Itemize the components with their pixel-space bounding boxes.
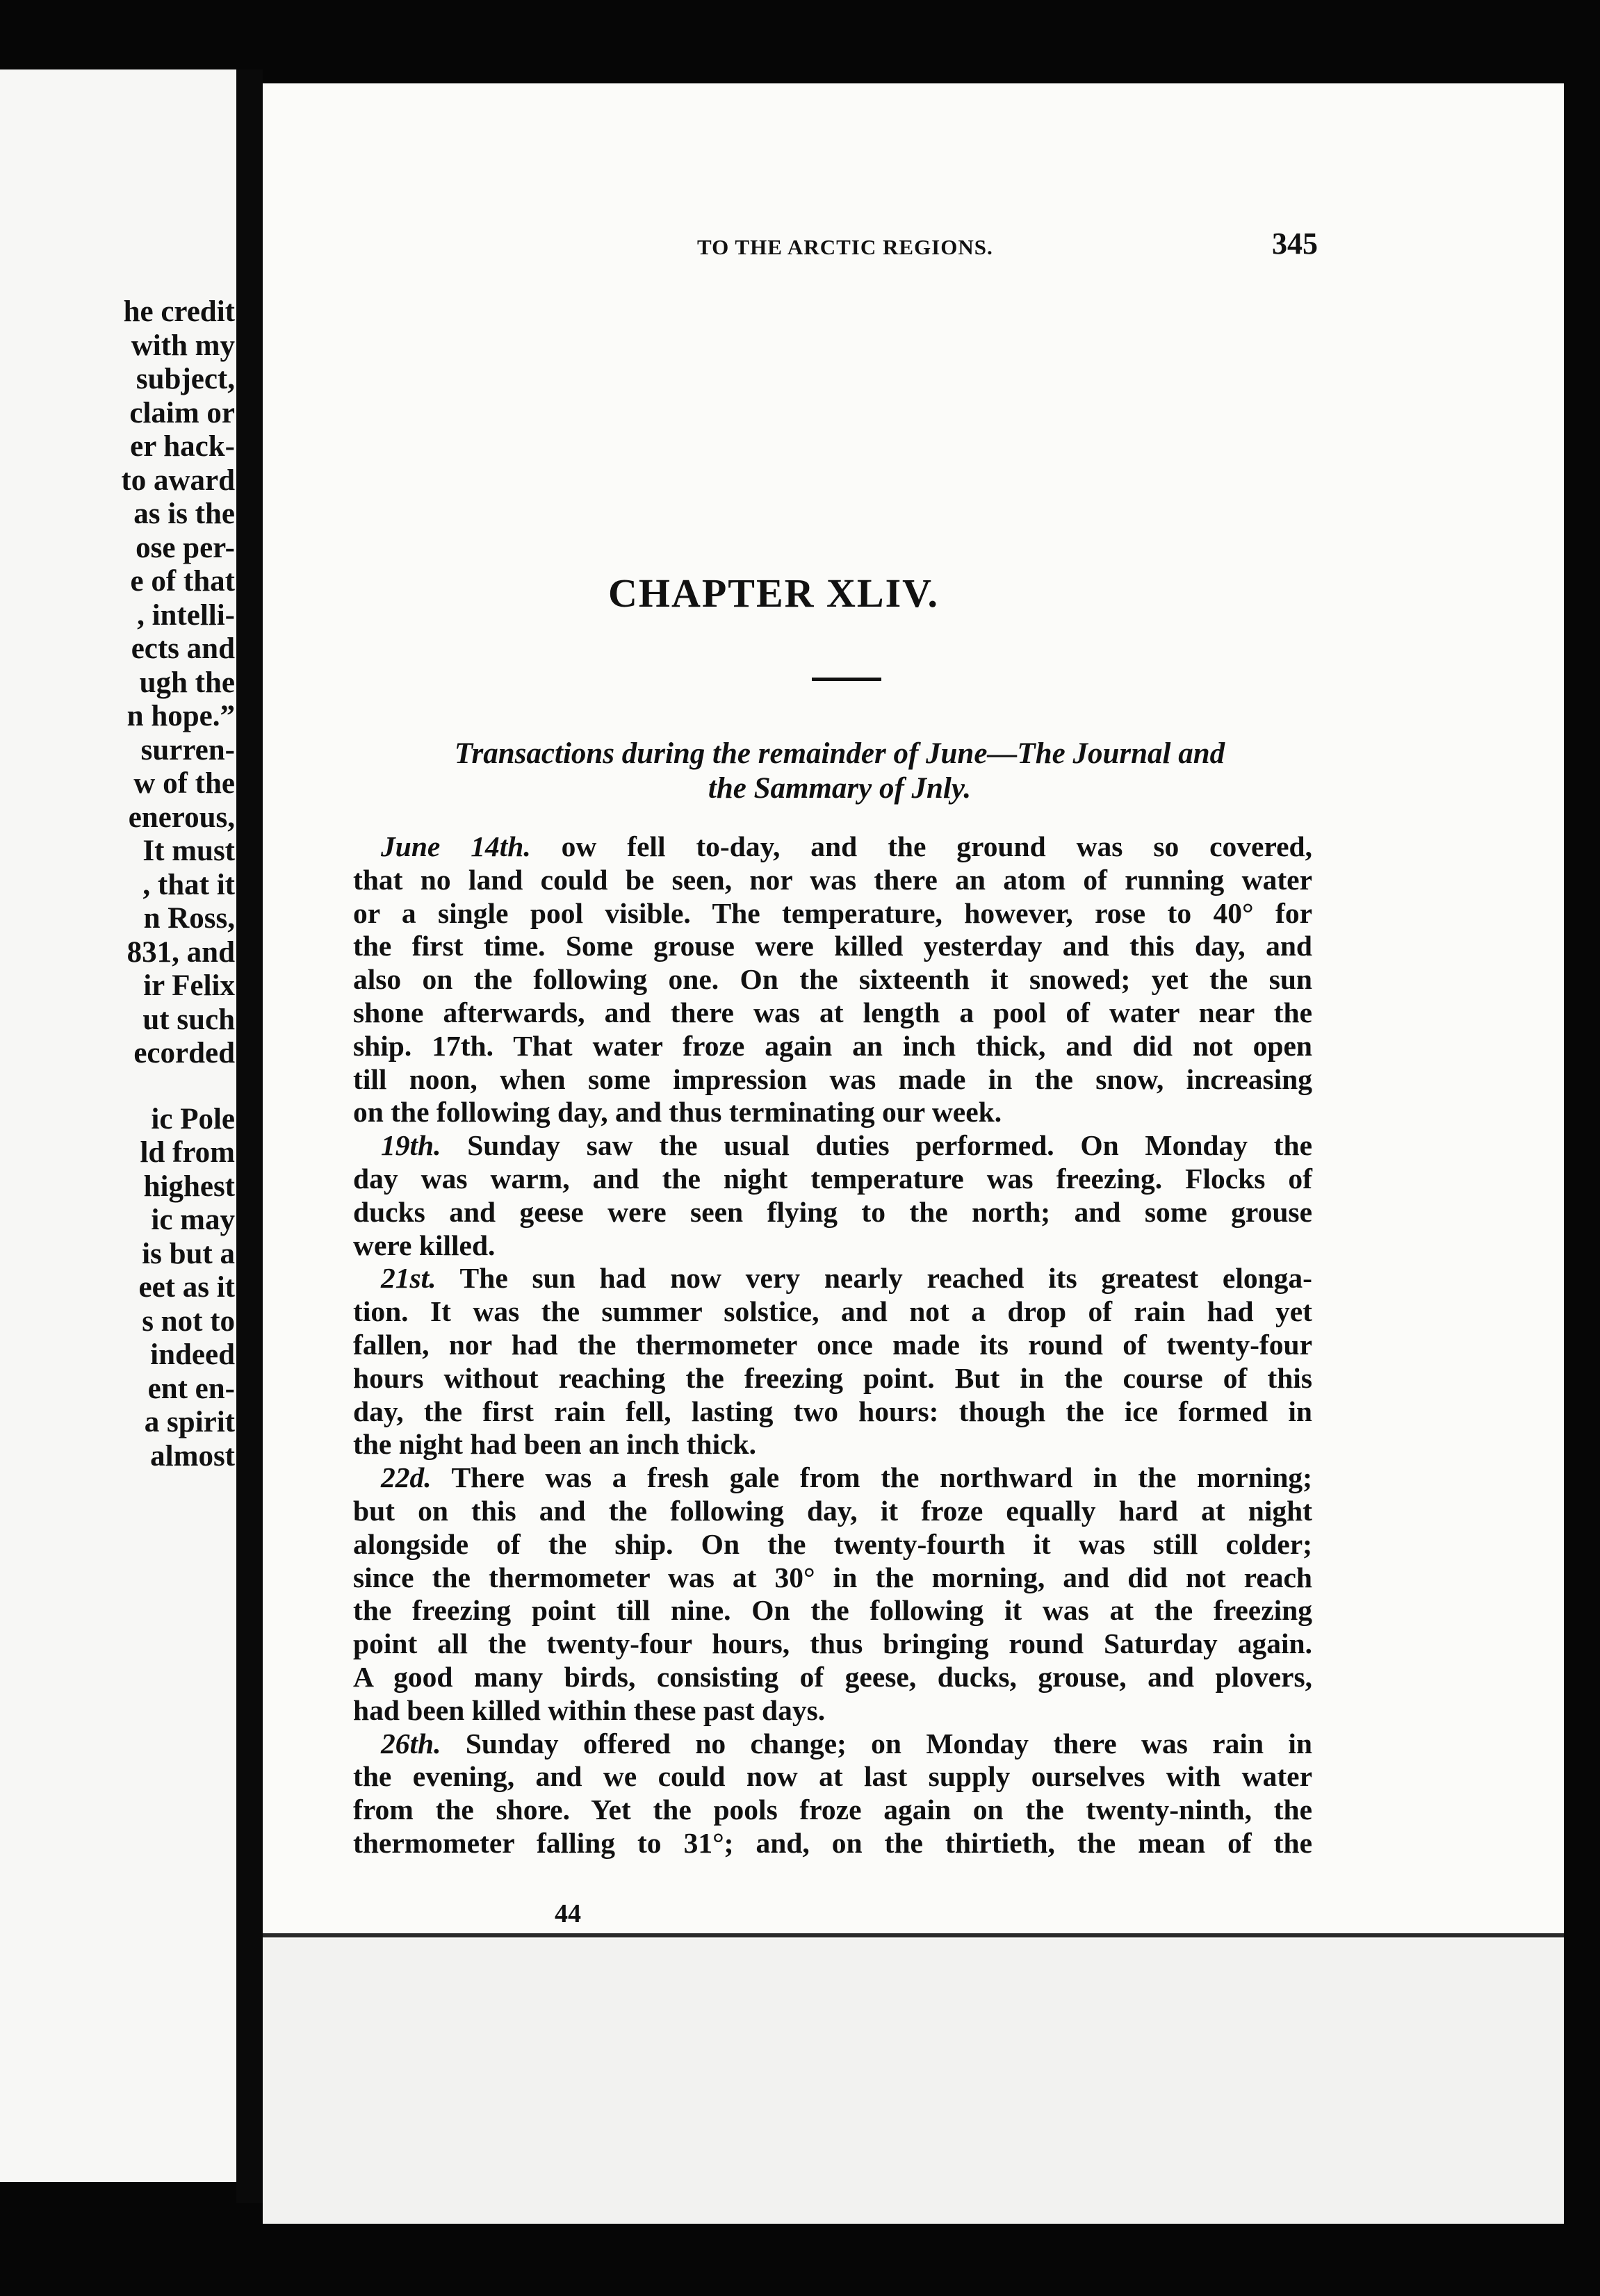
text-line: the freezing point till nine. On the following it was at the freezing [353,1594,1312,1627]
left-line: highest [143,1170,235,1203]
signature-mark: 44 [555,1899,581,1928]
left-line: ecorded [133,1037,235,1069]
text-line: or a single pool visible. The temperature, however, rose to 40° for [353,896,1312,929]
chapter-title: CHAPTER XLIV. [607,571,940,616]
body-text [353,830,1312,1860]
left-line: , intelli- [137,598,235,632]
text-line: day, the first rain fell, lasting two hours: though the ice formed in [353,1395,1312,1427]
left-line: eet as it [138,1271,235,1304]
text-line: alongside of the ship. On the twenty-fourth it was still colder; [353,1527,1312,1560]
book-gutter [236,69,263,2203]
entry-date: 26th. [381,1727,441,1760]
text-line: till noon, when some impression was made in the snow, increasing [353,1063,1312,1095]
text-line: 22d. There was a fresh gale from the northward in the morning; [381,1461,1312,1494]
text-line: also on the following one. On the sixteenth it snowed; yet the sun [353,963,1312,996]
text-line: ducks and geese were seen flying to the north; and some grouse [353,1195,1312,1228]
left-line: 831, and [126,935,235,969]
left-line: , that it [142,868,235,901]
left-line: almost [150,1439,235,1473]
text-line: on the following day, and thus terminating our week. [353,1096,1002,1129]
left-line: e of that [130,565,235,598]
left-line: It must [142,835,235,867]
left-line: ut such [142,1003,235,1036]
left-line: to award [121,464,235,497]
left-line: n Ross, [143,902,235,935]
text-line: tion. It was the summer solstice, and not a drop of rain had yet [353,1295,1312,1328]
left-line: er hack- [130,430,235,463]
title-rule [812,678,881,681]
entry-date: 21st. [381,1262,436,1295]
text-line: had been killed within these past days. [353,1694,826,1726]
text-line: that no land could be seen, nor was there an atom of running water [353,863,1312,896]
left-line: surren- [140,733,235,766]
left-line: n hope.” [126,700,235,732]
page-edge-line [263,1933,1564,1937]
summary-line: the Sammary of Jnly. [708,772,972,805]
left-line: with my [131,329,235,362]
left-page-fragment [0,69,243,2182]
summary-line: Transactions during the remainder of June—The Journal and [454,737,1225,770]
left-paragraph-gap [121,1071,235,1103]
entry-date: June 14th. [381,830,531,862]
left-line: ir Felix [143,969,235,1002]
text-line: the evening, and we could now at last supply ourselves with water [353,1760,1312,1793]
text-line: June 14th. ow fell to-day, and the ground was so covered, [381,830,1312,862]
text-line: point all the twenty-four hours, thus bringing round Saturday again. [353,1627,1312,1660]
text-line: fallen, nor had the thermometer once made its round of twenty-four [353,1328,1312,1361]
left-line: indeed [150,1338,235,1371]
text-line: the first time. Some grouse were killed yesterday and this day, and [353,930,1312,962]
left-line: w of the [133,767,235,800]
text-line: were killed. [353,1229,496,1261]
left-line: ects and [131,632,235,665]
left-line: ent en- [147,1372,235,1405]
left-line: ic Pole [151,1102,235,1135]
page-number: 345 [1272,227,1318,261]
left-line: as is the [133,498,235,530]
left-line: ugh the [139,666,235,699]
entry-date: 19th. [381,1129,441,1162]
text-line: shone afterwards, and there was at length a pool of water near the [353,996,1312,1028]
left-line: s not to [142,1304,235,1338]
text-line: thermometer falling to 31°; and, on the thirtieth, the mean of the [353,1826,1312,1859]
text-line: day was warm, and the night temperature was freezing. Flocks of [353,1162,1312,1195]
text-line: 21st. The sun had now very nearly reached its greatest elonga- [381,1262,1312,1295]
left-line: subject, [136,363,235,395]
text-line: but on this and the following day, it froze equally hard at night [353,1494,1312,1527]
left-line: ic may [151,1204,235,1236]
running-head: TO THE ARCTIC REGIONS. [697,235,993,259]
text-line: ship. 17th. That water froze again an inch thick, and did not open [353,1029,1312,1062]
left-line: enerous, [128,801,235,834]
text-line: the night had been an inch thick. [353,1428,756,1461]
left-page-text [121,295,235,1473]
left-line: a spirit [144,1406,235,1438]
left-line: he credit [123,295,235,328]
text-line: since the thermometer was at 30° in the morning, and did not reach [353,1561,1312,1593]
text-line: from the shore. Yet the pools froze again on the twenty-ninth, the [353,1794,1312,1826]
text-line: 19th. Sunday saw the usual duties performed. On Monday the [381,1129,1312,1162]
left-line: is but a [142,1237,235,1270]
left-line: claim or [129,396,235,429]
text-line: A good many birds, consisting of geese, ducks, grouse, and plovers, [353,1660,1312,1693]
lower-page-margin [263,1939,1564,2224]
entry-date: 22d. [381,1461,432,1494]
left-line: ld from [140,1136,235,1169]
text-line: 26th. Sunday offered no change; on Monday there was rain in [381,1727,1312,1760]
left-line: ose per- [136,531,235,564]
text-line: hours without reaching the freezing point. But in the course of this [353,1361,1312,1394]
chapter-summary [367,737,1312,806]
right-page [263,83,1564,2224]
